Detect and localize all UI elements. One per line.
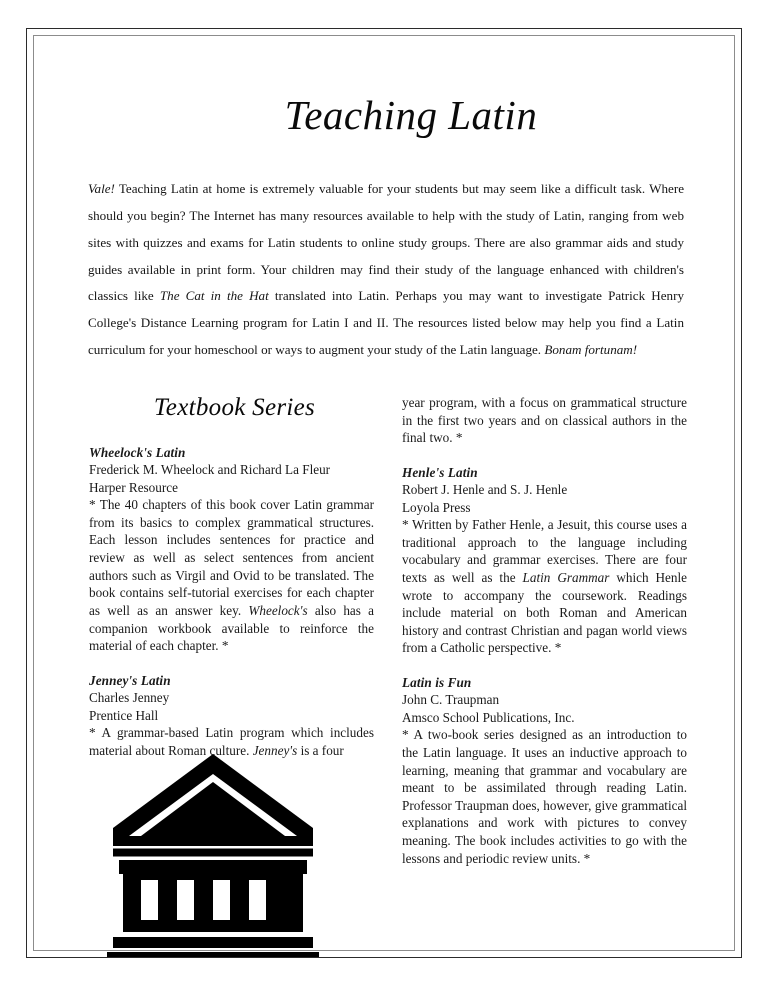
desc-italic-term: Jenney's — [252, 742, 298, 758]
right-column — [402, 394, 687, 884]
desc-italic-term: Wheelock's — [248, 602, 308, 618]
desc-part-2: which Henle wrote to accompany the coursework. Readings include material on both Roman and American history and contrast Christian and pagan world views from a Catholic perspective. * — [402, 569, 688, 656]
continuation-paragraph: year program, with a focus on grammatical structure in the first two years and on classical authors in the final two. * — [402, 394, 687, 446]
desc-part-2: also has a companion workbook available to reinforce the material of each chapter. * — [89, 602, 374, 654]
intro-book-title: The Cat in the Hat — [159, 288, 269, 304]
entry-description — [402, 516, 687, 657]
intro-lead-italic: Vale! — [88, 181, 115, 197]
intro-closing-italic: Bonam fortunam! — [544, 342, 638, 358]
temple-icon — [107, 752, 319, 957]
entry-title: Jenney's Latin — [89, 672, 171, 688]
entry-title: Latin is Fun — [402, 675, 472, 691]
entry-publisher: Loyola Press — [402, 499, 471, 515]
entry-author: Charles Jenney — [89, 690, 170, 706]
classical-temple-illustration — [107, 752, 337, 967]
desc-part-1: * A two-book series designed as an introduction to the Latin language. It uses an inductive approach to learning, meaning that grammar and vocabulary are meant to be assimilated through reading Latin. Professor Traupman does, however, give grammatical explanations and work with pictures to convey meaning. The book includes activities to go with the lessons and periodic review units. * — [402, 727, 687, 866]
desc-part-2: is a four — [297, 742, 344, 758]
desc-italic-term: Latin Grammar — [522, 569, 610, 585]
entry-author: John C. Traupman — [402, 692, 500, 708]
section-heading-textbook-series: Textbook Series — [153, 393, 316, 421]
intro-paragraph — [88, 176, 684, 364]
entry-author: Frederick M. Wheelock and Richard La Fleur — [89, 462, 331, 478]
entry-wheelocks-latin — [89, 444, 374, 655]
desc-part-1: * The 40 chapters of this book cover Latin grammar from its basics to complex grammatical structures. Each lesson includes sentences for practice and review as well as select sentences from ancient authors such as Virgil and Ovid to be translated. The book contains self-tutorial exercises for each chapter as well as an answer key. — [89, 497, 374, 618]
entry-jenneys-latin — [89, 672, 374, 760]
page-title: Teaching Latin — [284, 92, 538, 138]
page-content — [87, 75, 735, 955]
entry-publisher: Harper Resource — [89, 479, 178, 495]
entry-henles-latin — [402, 464, 687, 657]
intro-body-2: translated into Latin. Perhaps you may want to investigate Patrick Henry College's Distance Learning program for Latin I and II. The resources listed below may help you find a Latin curriculum for your homeschool or ways to augment your study of the Latin language. — [88, 288, 684, 358]
entry-publisher: Amsco School Publications, Inc. — [402, 709, 575, 725]
entry-title: Wheelock's Latin — [89, 444, 186, 460]
left-column — [89, 394, 374, 776]
entry-description — [402, 726, 687, 867]
entry-title: Henle's Latin — [402, 464, 478, 480]
entry-latin-is-fun — [402, 674, 687, 867]
page-border-outer — [26, 28, 742, 958]
intro-body-1: Teaching Latin at home is extremely valuable for your students but may seem like a difficult task. Where should you begin? The Internet has many resources available to help with the study of Latin, ranging from web sites with quizzes and exams for Latin students to online study groups. There are also grammar aids and study guides available in print form. Your children may find their study of the language enhanced with children's classics like — [88, 181, 684, 304]
desc-part-1: * A grammar-based Latin program which includes material about Roman culture. — [89, 725, 374, 758]
desc-part-1: * Written by Father Henle, a Jesuit, this course uses a traditional approach to the language including vocabulary and grammar exercises. There are four texts as well as the — [402, 517, 687, 585]
entry-description — [89, 496, 374, 655]
entry-author: Robert J. Henle and S. J. Henle — [402, 482, 568, 498]
entry-publisher: Prentice Hall — [89, 707, 159, 723]
